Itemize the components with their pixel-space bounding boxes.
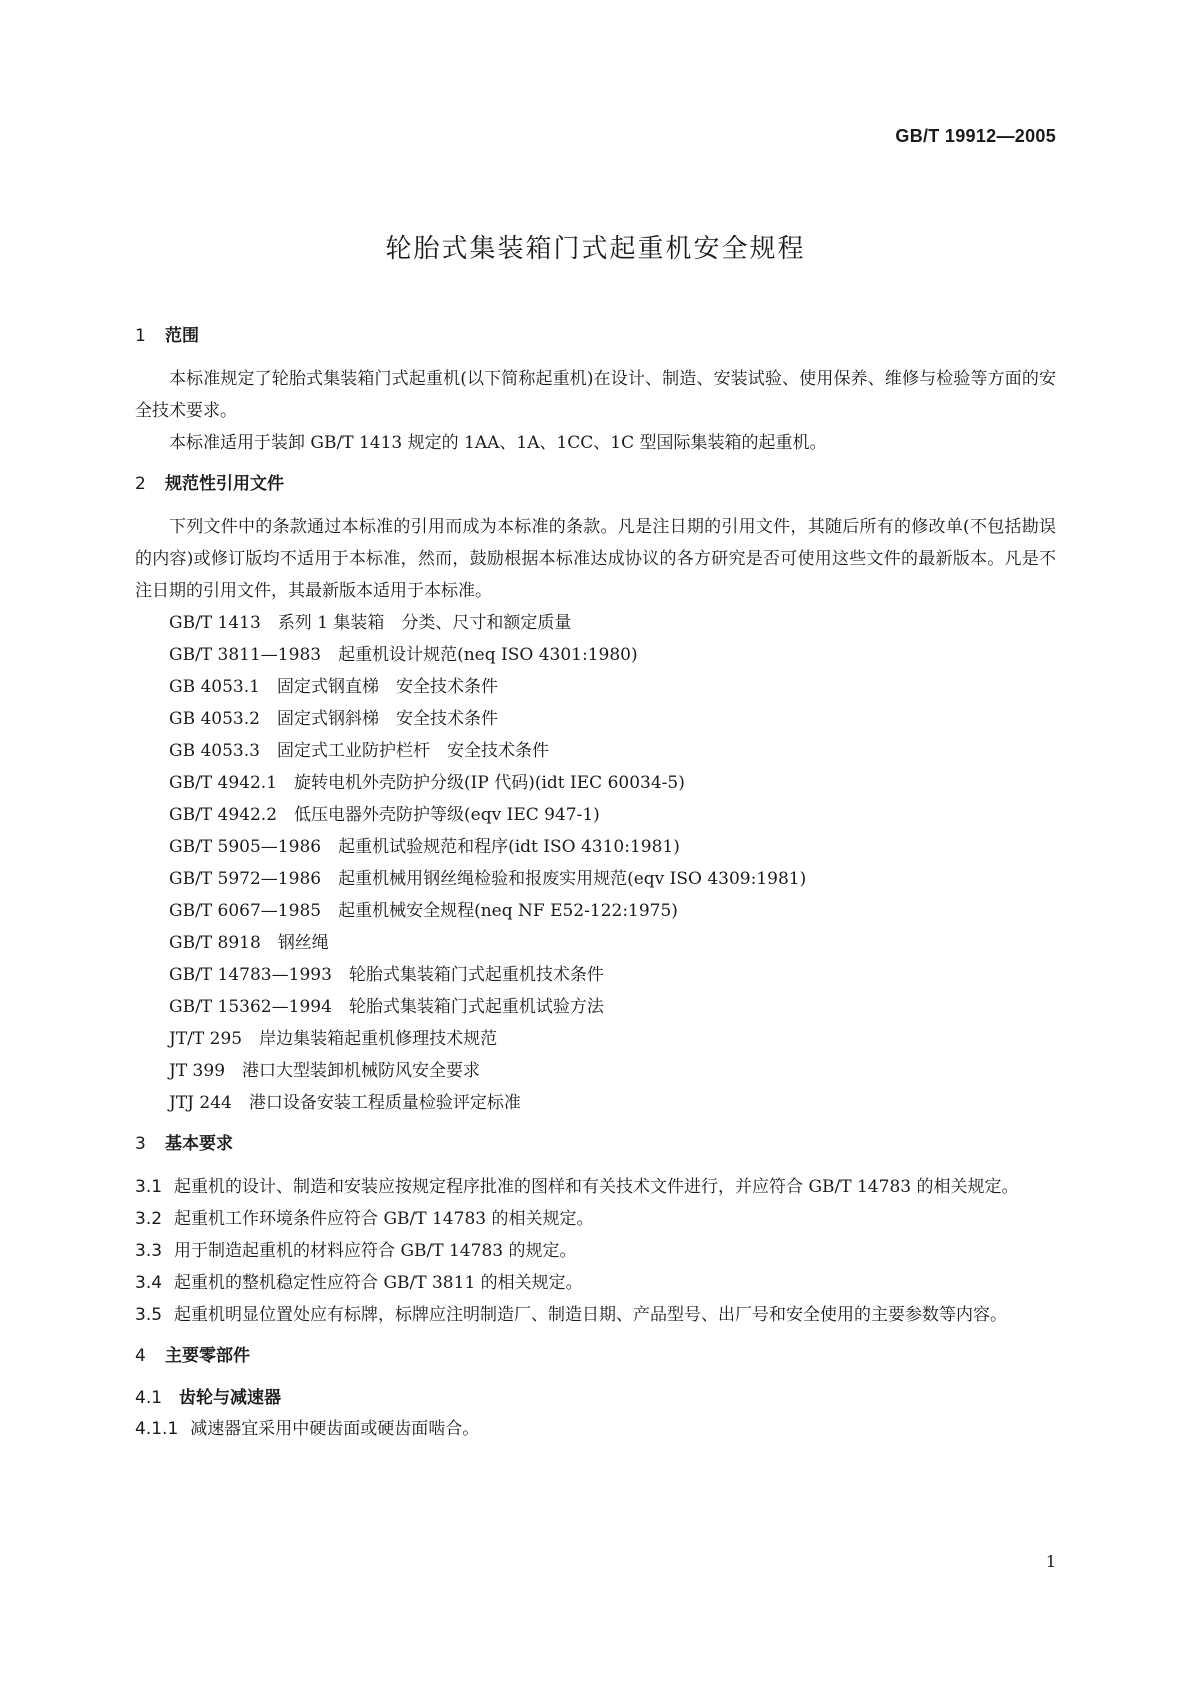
reference-title (294, 773, 685, 793)
subsection-heading-gears (135, 1383, 1056, 1413)
clause-text: 起重机工作环境条件应符合 GB/T 14783 的相关规定。 (174, 1209, 594, 1229)
reference-item (135, 927, 1056, 959)
reference-title (338, 869, 806, 889)
section-number: 4 (135, 1346, 146, 1366)
reference-title-part: 固定式钢直梯 (276, 677, 379, 697)
section-title: 范围 (165, 326, 199, 346)
reference-title (349, 965, 604, 985)
reference-code: GB/T 8918 (169, 933, 261, 953)
reference-title-part: 安全技术条件 (395, 709, 498, 729)
paragraph: 下列文件中的条款通过本标准的引用而成为本标准的条款。凡是注日期的引用文件，其随后所有的修改单(不包括勘误的内容)或修订版均不适用于本标准，然而，鼓励根据本标准达成协议的各方研究是否可使用这些文件的最新版本。凡是不注日期的引用文件，其最新版本适用于本标准。 (135, 517, 1056, 601)
reference-title-part: 固定式钢斜梯 (276, 709, 379, 729)
reference-title (338, 837, 680, 857)
clause-list (135, 1171, 1056, 1331)
reference-title (278, 933, 329, 953)
clause-text: 起重机的整机稳定性应符合 GB/T 3811 的相关规定。 (174, 1273, 583, 1293)
reference-title-part: 分类、尺寸和额定质量 (401, 613, 572, 633)
section-heading-basic-requirements (135, 1133, 1056, 1171)
reference-item (135, 895, 1056, 927)
reference-title-part: 轮胎式集装箱门式起重机技术条件 (348, 965, 604, 985)
reference-item (135, 991, 1056, 1023)
standard-number: GB/T 19912—2005 (895, 126, 1056, 146)
reference-title (338, 901, 678, 921)
reference-title (277, 677, 498, 697)
reference-code: GB/T 4942.1 (169, 773, 278, 793)
reference-title-part: 旋转电机外壳防护分级(IP 代码)(idt IEC 60034-5) (294, 773, 685, 793)
reference-title-part: 钢丝绳 (277, 933, 329, 953)
clause (135, 1203, 1056, 1235)
reference-title (277, 741, 549, 761)
reference-title (278, 613, 572, 633)
clause-number: 3.4 (135, 1273, 163, 1293)
reference-code: GB/T 3811—1983 (169, 645, 322, 665)
reference-item (135, 703, 1056, 735)
clause (135, 1299, 1056, 1331)
reference-title-part: 起重机械安全规程(neq NF E52-122:1975) (338, 901, 678, 921)
section-heading-scope (135, 325, 1056, 363)
section-heading-normative-references (135, 473, 1056, 511)
reference-code: GB 4053.1 (169, 677, 260, 697)
reference-title-part: 固定式工业防护栏杆 (276, 741, 430, 761)
clause (135, 1413, 1056, 1445)
reference-title-part: 港口设备安装工程质量检验评定标准 (248, 1093, 521, 1113)
reference-title (242, 1061, 480, 1081)
reference-code: JT 399 (169, 1061, 226, 1081)
reference-item (135, 799, 1056, 831)
reference-code: JTJ 244 (169, 1093, 232, 1113)
section-title: 主要零部件 (165, 1346, 250, 1366)
reference-code: GB/T 1413 (169, 613, 261, 633)
reference-list (135, 607, 1056, 1119)
paragraph: 本标准适用于装卸 GB/T 1413 规定的 1AA、1A、1CC、1C 型国际集装箱的起重机。 (169, 433, 827, 453)
reference-code: GB/T 5972—1986 (169, 869, 322, 889)
subsection-number: 4.1 (135, 1388, 163, 1408)
reference-title-part: 起重机试验规范和程序(idt ISO 4310:1981) (338, 837, 680, 857)
reference-title (277, 709, 498, 729)
clause-number: 3.5 (135, 1305, 163, 1325)
clause-number: 4.1.1 (135, 1419, 179, 1439)
section-number: 3 (135, 1134, 146, 1154)
document-title: 轮胎式集装箱门式起重机安全规程 (385, 234, 806, 264)
reference-title-part: 起重机械用钢丝绳检验和报废实用规范(eqv ISO 4309:1981) (338, 869, 807, 889)
reference-title-part: 岸边集装箱起重机修理技术规范 (259, 1029, 498, 1049)
reference-title-part: 港口大型装卸机械防风安全要求 (242, 1061, 481, 1081)
section-number: 1 (135, 326, 146, 346)
reference-code: JT/T 295 (169, 1029, 243, 1049)
clause-text: 用于制造起重机的材料应符合 GB/T 14783 的规定。 (174, 1241, 577, 1261)
reference-item (135, 735, 1056, 767)
document-body (135, 325, 1056, 1445)
clause (135, 1235, 1056, 1267)
reference-code: GB 4053.2 (169, 709, 260, 729)
reference-title-part: 轮胎式集装箱门式起重机试验方法 (348, 997, 604, 1017)
clause-list (135, 1413, 1056, 1445)
reference-title-part: 安全技术条件 (395, 677, 498, 697)
section-number: 2 (135, 474, 146, 494)
reference-title (249, 1093, 521, 1113)
clause-text: 起重机明显位置处应有标牌，标牌应注明制造厂、制造日期、产品型号、出厂号和安全使用的主要参数等内容。 (174, 1305, 1008, 1325)
section-title: 规范性引用文件 (165, 474, 284, 494)
reference-code: GB/T 15362—1994 (169, 997, 332, 1017)
reference-item (135, 1087, 1056, 1119)
reference-code: GB/T 14783—1993 (169, 965, 332, 985)
reference-title-part: 安全技术条件 (446, 741, 549, 761)
reference-title-part: 起重机设计规范(neq ISO 4301:1980) (338, 645, 638, 665)
reference-item (135, 831, 1056, 863)
reference-item (135, 863, 1056, 895)
clause (135, 1267, 1056, 1299)
section-heading-main-components (135, 1345, 1056, 1383)
clause-text: 起重机的设计、制造和安装应按规定程序批准的图样和有关技术文件进行，并应符合 GB/T 14783 的相关规定。 (174, 1177, 1019, 1197)
reference-title (294, 805, 600, 825)
paragraph: 本标准规定了轮胎式集装箱门式起重机(以下简称起重机)在设计、制造、安装试验、使用保养、维修与检验等方面的安全技术要求。 (135, 369, 1056, 421)
clause-text: 减速器宜采用中硬齿面或硬齿面啮合。 (190, 1419, 480, 1439)
reference-item (135, 607, 1056, 639)
reference-title (259, 1029, 497, 1049)
clause (135, 1171, 1056, 1203)
reference-code: GB/T 5905—1986 (169, 837, 322, 857)
reference-title-part: 低压电器外壳防护等级(eqv IEC 947-1) (294, 805, 600, 825)
reference-item (135, 959, 1056, 991)
page-number: 1 (1045, 1552, 1056, 1571)
subsection-title: 齿轮与减速器 (179, 1388, 281, 1408)
reference-item (135, 1023, 1056, 1055)
clause-number: 3.1 (135, 1177, 163, 1197)
reference-code: GB 4053.3 (169, 741, 260, 761)
reference-title-part: 系列 1 集装箱 (277, 613, 385, 633)
clause-number: 3.2 (135, 1209, 163, 1229)
reference-item (135, 671, 1056, 703)
reference-code: GB/T 4942.2 (169, 805, 278, 825)
reference-code: GB/T 6067—1985 (169, 901, 322, 921)
clause-number: 3.3 (135, 1241, 163, 1261)
reference-title (338, 645, 638, 665)
reference-item (135, 767, 1056, 799)
reference-title (349, 997, 604, 1017)
reference-item (135, 1055, 1056, 1087)
reference-item (135, 639, 1056, 671)
section-title: 基本要求 (165, 1134, 233, 1154)
